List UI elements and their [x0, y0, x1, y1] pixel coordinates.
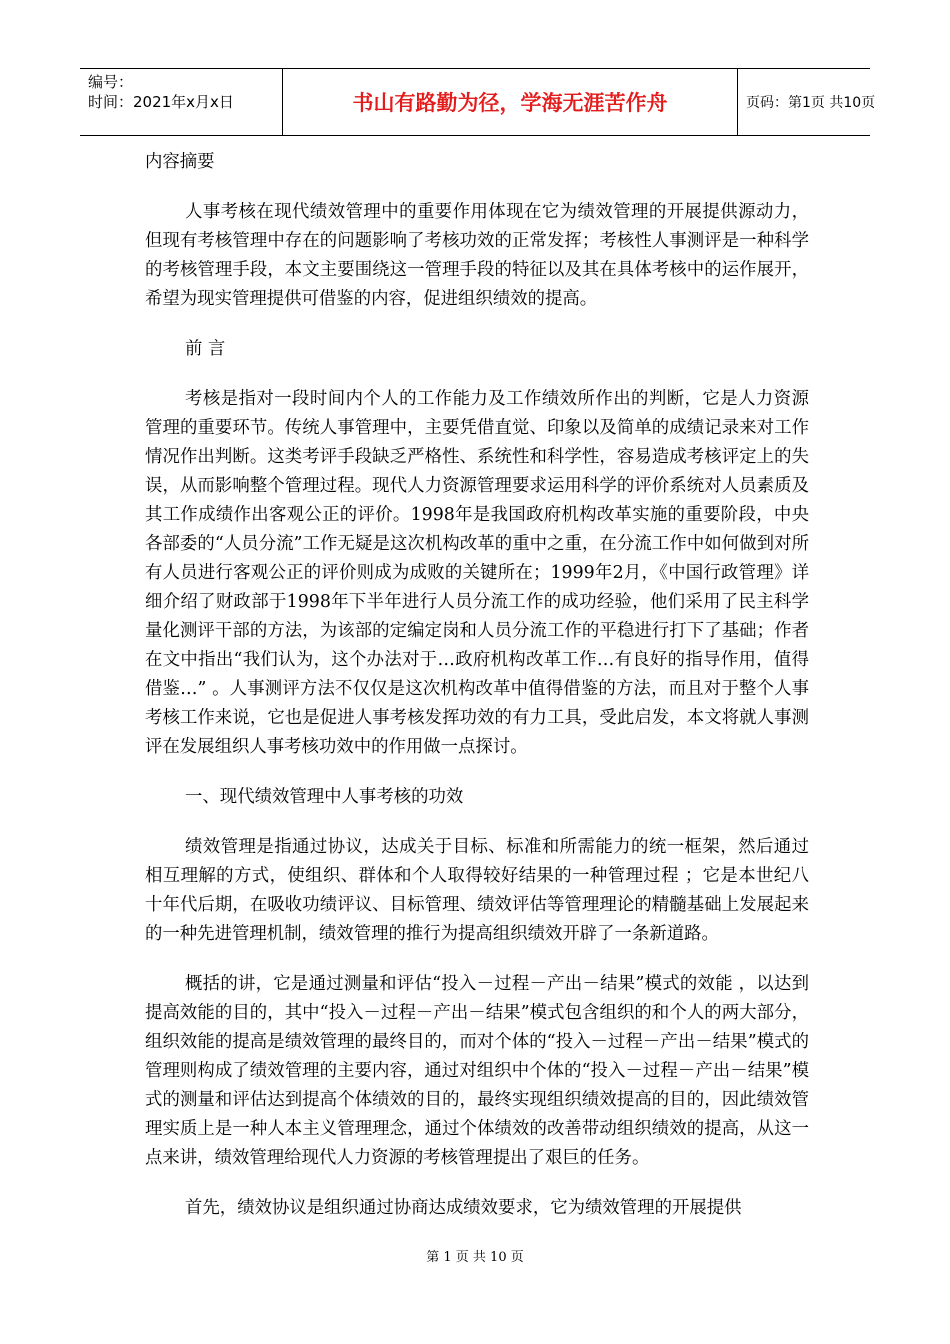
section1-paragraph-2: 概括的讲，它是通过测量和评估“投入－过程－产出－结果”模式的效能 ，以达到提高效能的目的，其中“投入－过程－产出－结果”模式包含组织的和个人的两大部分，组织效能的提高是绩效管理的最终目的，而对个体的“投入－过程－产出－结果”模式的管理则构成了绩效管理的主要内容，通过对组织中个体的“投入－过程－产出－结果”模式的测量和评估达到提高个体绩效的目的，最终实现组织绩效提高的目的，因此绩效管理实质上是一种人本主义管理理念，通过个体绩效的改善带动组织绩效的提高，从这一点来讲，绩效管理给现代人力资源的考核管理提出了艰巨的任务。: [145, 974, 809, 1168]
preface-title: 前 言: [185, 339, 226, 359]
document-body: [145, 148, 809, 1244]
preface-text: 考核是指对一段时间内个人的工作能力及工作绩效所作出的判断，它是人力资源管理的重要环节。传统人事管理中，主要凭借直觉、印象以及简单的成绩记录来对工作情况作出判断。这类考评手段缺乏严格性、系统性和科学性，容易造成考核评定上的失误，从而影响整个管理过程。现代人力资源管理要求运用科学的评价系统对人员素质及其工作成绩作出客观公正的评价。1998年是我国政府机构改革实施的重要阶段，中央各部委的“人员分流”工作无疑是这次机构改革的重中之重，在分流工作中如何做到对所有人员进行客观公正的评价则成为成败的关键所在；1999年2月，《中国行政管理》详细介绍了财政部于1998年下半年进行人员分流工作的成功经验，他们采用了民主科学量化测评干部的方法，为该部的定编定岗和人员分流工作的平稳进行打下了基础；作者在文中指出“我们认为，这个办法对于…政府机构改革工作…有良好的指导作用，值得借鉴…” 。人事测评方法不仅仅是这次机构改革中值得借鉴的方法，而且对于整个人事考核工作来说，它也是促进人事考核发挥功效的有力工具，受此启发，本文将就人事测评在发展组织人事考核功效中的作用做一点探讨。: [145, 389, 809, 757]
page-header: [80, 68, 876, 136]
section1-paragraph-3: 首先，绩效协议是组织通过协商达成绩效要求，它为绩效管理的开展提供: [185, 1198, 742, 1218]
section1-title: 一、现代绩效管理中人事考核的功效: [185, 787, 464, 807]
doc-number-label: 编号：: [88, 73, 134, 91]
doc-time-label: 时间：2021年x月x日: [88, 93, 234, 111]
page-footer: 第 1 页 共 10 页: [426, 1250, 524, 1265]
header-motto: 书山有路勤为径，学海无涯苦作舟: [283, 69, 738, 135]
header-page-label: 页码：第1页 共10页: [746, 95, 876, 111]
abstract-title: 内容摘要: [145, 152, 215, 172]
abstract-text: 人事考核在现代绩效管理中的重要作用体现在它为绩效管理的开展提供源动力，但现有考核管理中存在的问题影响了考核功效的正常发挥；考核性人事测评是一种科学的考核管理手段，本文主要围绕这一管理手段的特征以及其在具体考核中的运作展开，希望为现实管理提供可借鉴的内容，促进组织绩效的提高。: [145, 202, 809, 309]
header-meta: [80, 69, 283, 135]
section1-paragraph-1: 绩效管理是指通过协议，达成关于目标、标准和所需能力的统一框架，然后通过相互理解的方式，使组织、群体和个人取得较好结果的一种管理过程 ；它是本世纪八十年代后期，在吸收功绩评议、目标管理、绩效评估等管理理论的精髓基础上发展起来的一种先进管理机制，绩效管理的推行为提高组织绩效开辟了一条新道路。: [145, 837, 809, 944]
